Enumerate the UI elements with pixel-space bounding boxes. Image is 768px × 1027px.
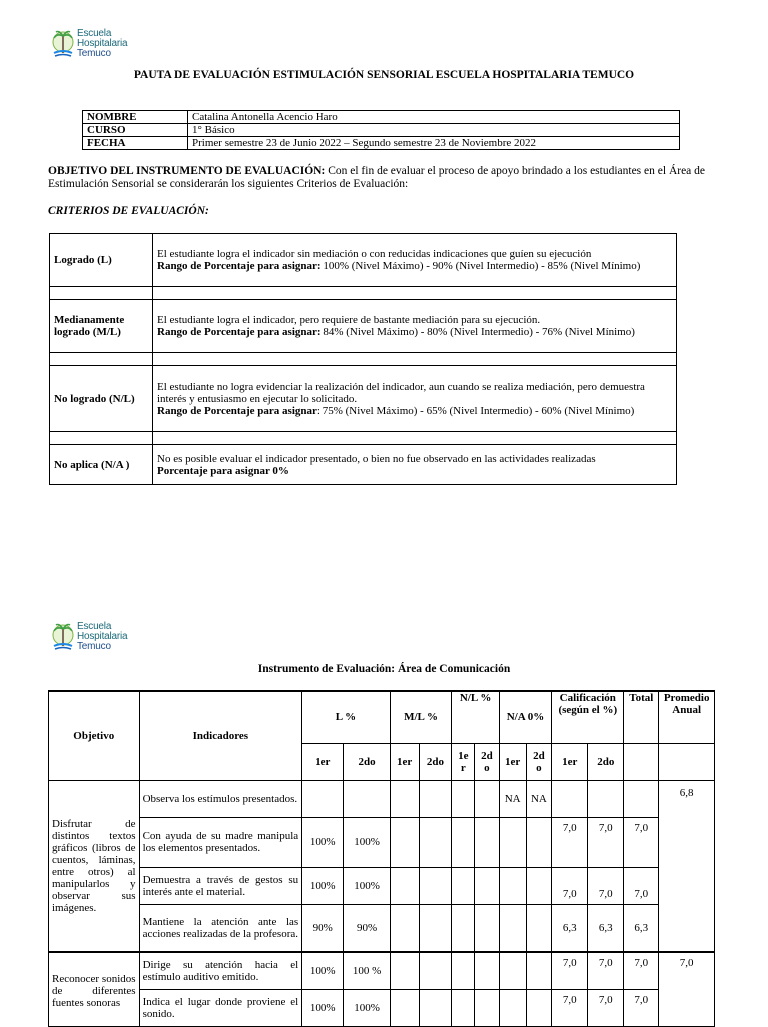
subheader-na-1er: 1er bbox=[499, 743, 526, 780]
col-header-objetivo: Objetivo bbox=[49, 691, 140, 780]
table-row bbox=[49, 904, 715, 952]
l-1er-cell: 90% bbox=[302, 904, 344, 952]
criteria-row bbox=[50, 366, 677, 432]
criteria-label: No logrado (N/L) bbox=[50, 366, 153, 432]
calif-2do-cell: 7,0 bbox=[588, 952, 624, 989]
page-title: PAUTA DE EVALUACIÓN ESTIMULACIÓN SENSORIAL ESCUELA HOSPITALARIA TEMUCO bbox=[133, 69, 635, 81]
indicator-cell: Demuestra a través de gestos su interés ante el material. bbox=[139, 867, 302, 904]
na-1er-cell: NA bbox=[499, 780, 526, 817]
col-header-ml: M/L % bbox=[390, 691, 452, 743]
subheader-ml-2do: 2do bbox=[419, 743, 452, 780]
col-header-na: N/A 0% bbox=[499, 691, 551, 743]
subheader-total-empty bbox=[624, 743, 659, 780]
criteria-desc-text: El estudiante logra el indicador sin mediación o con reducidas indicaciones que guíen su ejecución bbox=[157, 248, 592, 260]
l-1er-cell: 100% bbox=[302, 867, 344, 904]
criteria-row bbox=[50, 445, 677, 485]
evaluation-title: Instrumento de Evaluación: Área de Comunicación bbox=[257, 663, 511, 675]
school-logo bbox=[52, 620, 127, 654]
col-header-l: L % bbox=[302, 691, 391, 743]
na-2do-cell bbox=[526, 989, 552, 1026]
calif-2do-cell bbox=[588, 780, 624, 817]
info-value: Primer semestre 23 de Junio 2022 – Segundo semestre 23 de Noviembre 2022 bbox=[188, 137, 680, 150]
subheader-calif-2do: 2do bbox=[588, 743, 624, 780]
school-logo bbox=[52, 27, 127, 61]
table-row bbox=[49, 817, 715, 867]
l-2do-cell: 100% bbox=[344, 989, 390, 1026]
calif-1er-cell bbox=[552, 780, 588, 817]
objective-text: Con el fin de evaluar el proceso de apoyo brindado a los estudiantes en el Área de Estimulación Sensorial se considerarán los siguientes Criterios de Evaluación: bbox=[48, 165, 706, 190]
promedio-cell: 7,0 bbox=[659, 952, 715, 1026]
objective-label: OBJETIVO DEL INSTRUMENTO DE EVALUACIÓN: bbox=[48, 165, 326, 177]
criteria-gap-row bbox=[50, 432, 677, 445]
criteria-description bbox=[153, 366, 677, 432]
na-1er-cell bbox=[499, 904, 526, 952]
indicator-cell: Mantiene la atención ante las acciones realizadas de la profesora. bbox=[139, 904, 302, 952]
na-2do-cell: NA bbox=[526, 780, 552, 817]
indicator-cell: Dirige su atención hacia el estímulo auditivo emitido. bbox=[139, 952, 302, 989]
criteria-desc-text: El estudiante logra el indicador, pero requiere de bastante mediación para su ejecución. bbox=[157, 314, 541, 326]
info-row bbox=[83, 111, 680, 124]
criteria-description bbox=[153, 234, 677, 287]
total-cell: 7,0 bbox=[624, 867, 659, 904]
criteria-range: 100% (Nivel Máximo) - 90% (Nivel Intermedio) - 85% (Nivel Mínimo) bbox=[320, 260, 641, 272]
subheader-nl-2do: 2d o bbox=[475, 743, 500, 780]
criteria-range-label: Porcentaje para asignar 0% bbox=[157, 464, 289, 477]
criteria-range-label: Rango de Porcentaje para asignar: bbox=[157, 260, 321, 272]
total-cell: 7,0 bbox=[624, 952, 659, 989]
col-header-calificacion: Calificación (según el %) bbox=[552, 691, 624, 743]
logo-text-line3: Temuco bbox=[77, 48, 111, 59]
l-2do-cell: 100% bbox=[344, 817, 390, 867]
col-header-indicadores: Indicadores bbox=[139, 691, 302, 780]
evaluation-table bbox=[48, 690, 715, 1027]
na-1er-cell bbox=[499, 989, 526, 1026]
na-1er-cell bbox=[499, 867, 526, 904]
calif-1er-cell: 6,3 bbox=[552, 904, 588, 952]
criteria-label: Medianamente logrado (M/L) bbox=[50, 300, 153, 353]
calif-2do-cell: 6,3 bbox=[588, 904, 624, 952]
calif-2do-cell: 7,0 bbox=[588, 867, 624, 904]
logo-text-line1: Escuela bbox=[77, 28, 112, 39]
table-row bbox=[49, 780, 715, 817]
info-key: CURSO bbox=[83, 124, 188, 137]
info-row bbox=[83, 124, 680, 137]
criteria-range-label: Rango de Porcentaje para asignar: bbox=[157, 326, 321, 338]
criteria-heading: CRITERIOS DE EVALUACIÓN: bbox=[48, 205, 209, 217]
objective-cell: Reconocer sonidos de diferentes fuentes sonoras bbox=[49, 952, 140, 1026]
l-2do-cell bbox=[344, 780, 390, 817]
subheader-na-2do: 2d o bbox=[526, 743, 552, 780]
calif-2do-cell: 7,0 bbox=[588, 817, 624, 867]
table-row bbox=[49, 989, 715, 1026]
palm-tree-logo-icon bbox=[52, 27, 74, 61]
info-value: 1° Básico bbox=[188, 124, 680, 137]
info-value: Catalina Antonella Acencio Haro bbox=[188, 111, 680, 124]
indicator-cell: Indica el lugar donde proviene el sonido. bbox=[139, 989, 302, 1026]
table-row bbox=[49, 867, 715, 904]
palm-tree-logo-icon bbox=[52, 620, 74, 654]
col-header-nl: N/L % bbox=[452, 691, 499, 743]
l-1er-cell: 100% bbox=[302, 989, 344, 1026]
calif-1er-cell: 7,0 bbox=[552, 817, 588, 867]
calif-1er-cell: 7,0 bbox=[552, 952, 588, 989]
total-cell: 6,3 bbox=[624, 904, 659, 952]
subheader-calif-1er: 1er bbox=[552, 743, 588, 780]
promedio-cell: 6,8 bbox=[659, 780, 715, 952]
subheader-nl-1er: 1e r bbox=[452, 743, 475, 780]
table-row bbox=[49, 952, 715, 989]
logo-text-line3: Temuco bbox=[77, 641, 111, 652]
criteria-description bbox=[153, 445, 677, 485]
info-key: FECHA bbox=[83, 137, 188, 150]
subheader-l-2do: 2do bbox=[344, 743, 390, 780]
l-2do-cell: 90% bbox=[344, 904, 390, 952]
info-row bbox=[83, 137, 680, 150]
l-1er-cell bbox=[302, 780, 344, 817]
col-header-total: Total bbox=[624, 691, 659, 743]
criteria-label: Logrado (L) bbox=[50, 234, 153, 287]
criteria-row bbox=[50, 300, 677, 353]
criteria-range-label: Rango de Porcentaje para asignar bbox=[157, 404, 317, 417]
l-2do-cell: 100 % bbox=[344, 952, 390, 989]
student-info-table bbox=[82, 110, 680, 150]
l-1er-cell: 100% bbox=[302, 817, 344, 867]
logo-text-line2: Hospitalaria bbox=[77, 38, 128, 49]
total-cell: 7,0 bbox=[624, 989, 659, 1026]
calif-1er-cell: 7,0 bbox=[552, 867, 588, 904]
criteria-desc-text: No es posible evaluar el indicador presentado, o bien no fue observado en las actividades realizadas bbox=[157, 452, 596, 465]
criteria-table bbox=[49, 233, 677, 485]
na-2do-cell bbox=[526, 817, 552, 867]
col-header-promedio: Promedio Anual bbox=[659, 691, 715, 743]
calif-2do-cell: 7,0 bbox=[588, 989, 624, 1026]
logo-text-line2: Hospitalaria bbox=[77, 631, 128, 642]
info-key: NOMBRE bbox=[83, 111, 188, 124]
criteria-row bbox=[50, 234, 677, 287]
criteria-desc-text: El estudiante no logra evidenciar la realización del indicador, aun cuando se realiza mediación, pero demuestra interés y entusiasmo en ejecutar lo solicitado. bbox=[157, 380, 645, 405]
calif-1er-cell: 7,0 bbox=[552, 989, 588, 1026]
criteria-range: 84% (Nivel Máximo) - 80% (Nivel Intermedio) - 76% (Nivel Mínimo) bbox=[320, 326, 635, 338]
na-2do-cell bbox=[526, 904, 552, 952]
na-2do-cell bbox=[526, 867, 552, 904]
na-2do-cell bbox=[526, 952, 552, 989]
total-cell: 7,0 bbox=[624, 817, 659, 867]
criteria-label: No aplica (N/A ) bbox=[50, 445, 153, 485]
subheader-ml-1er: 1er bbox=[390, 743, 419, 780]
criteria-range: : 75% (Nivel Máximo) - 65% (Nivel Intermedio) - 60% (Nivel Mínimo) bbox=[316, 404, 635, 417]
objective-cell: Disfrutar de distintos textos gráficos (libros de cuentos, láminas, entre otros) al manipularlos y observar sus imágenes. bbox=[49, 780, 140, 952]
total-cell bbox=[624, 780, 659, 817]
objective-paragraph bbox=[48, 165, 708, 191]
indicator-cell: Observa los estímulos presentados. bbox=[139, 780, 302, 817]
logo-text-line1: Escuela bbox=[77, 621, 112, 632]
criteria-description bbox=[153, 300, 677, 353]
na-1er-cell bbox=[499, 817, 526, 867]
subheader-l-1er: 1er bbox=[302, 743, 344, 780]
indicator-cell: Con ayuda de su madre manipula los elementos presentados. bbox=[139, 817, 302, 867]
criteria-gap-row bbox=[50, 353, 677, 366]
l-2do-cell: 100% bbox=[344, 867, 390, 904]
l-1er-cell: 100% bbox=[302, 952, 344, 989]
criteria-gap-row bbox=[50, 287, 677, 300]
header-row bbox=[49, 691, 715, 743]
subheader-promedio-empty bbox=[659, 743, 715, 780]
na-1er-cell bbox=[499, 952, 526, 989]
